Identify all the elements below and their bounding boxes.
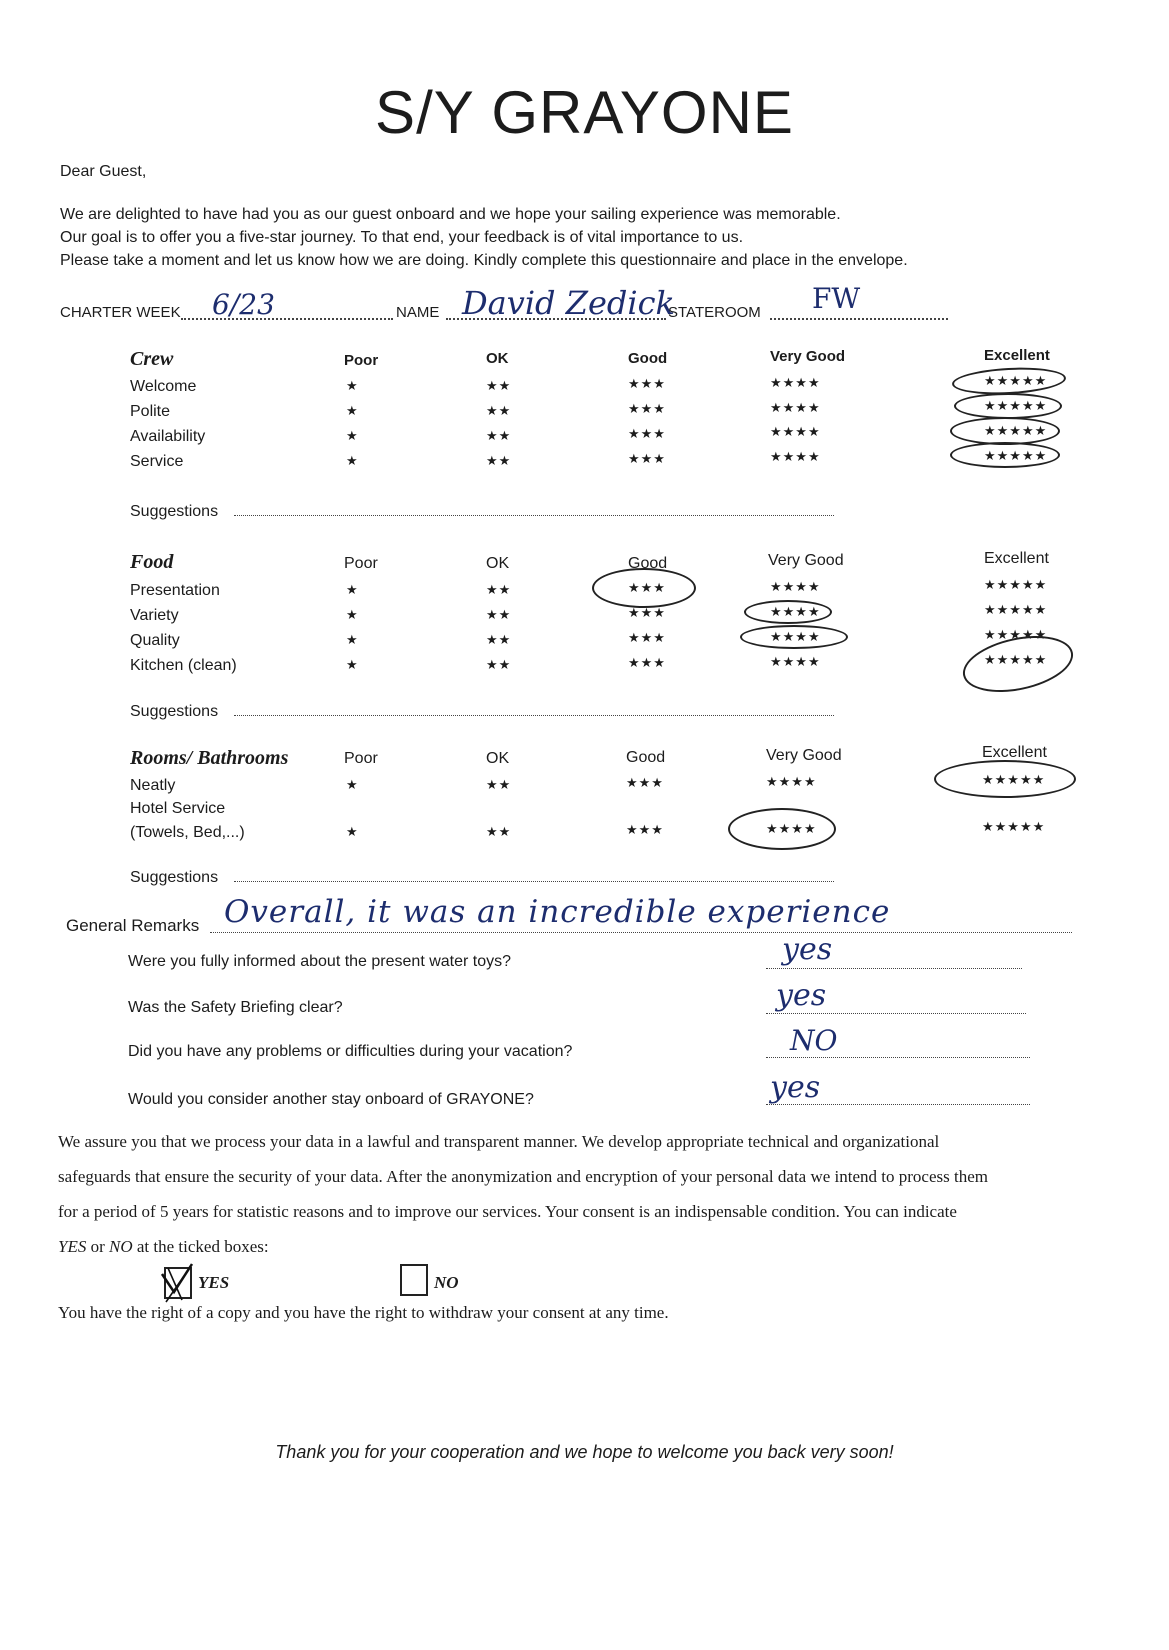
suggestions-label-rooms: Suggestions <box>130 869 219 886</box>
selection-circle <box>744 600 832 624</box>
row-label-polite: Polite <box>130 403 171 420</box>
section-title-crew: Crew <box>130 348 174 370</box>
rating-excellent[interactable]: ★★★★★ <box>984 652 1048 667</box>
rating-ok[interactable]: ★★ <box>486 824 512 839</box>
rating-poor[interactable]: ★ <box>346 657 359 672</box>
row-label-quality: Quality <box>130 632 180 649</box>
suggestions-label-food: Suggestions <box>130 703 219 720</box>
rating-ok[interactable]: ★★ <box>486 657 512 672</box>
rating-poor[interactable]: ★ <box>346 777 359 792</box>
row-label-variety: Variety <box>130 607 179 624</box>
header-very-good: Very Good <box>766 747 842 764</box>
rating-very-good[interactable]: ★★★★ <box>770 579 821 594</box>
rating-excellent[interactable]: ★★★★★ <box>982 772 1046 787</box>
row-label-towels-bed: (Towels, Bed,...) <box>130 824 245 841</box>
stateroom-label: STATEROOM <box>668 304 761 321</box>
rating-excellent[interactable]: ★★★★★ <box>984 627 1048 642</box>
selection-circle <box>740 625 848 649</box>
rating-good[interactable]: ★★★ <box>628 376 666 391</box>
header-ok: OK <box>486 555 510 572</box>
question-problems: Did you have any problems or difficulties during your vacation? <box>128 1043 573 1060</box>
selection-circle <box>934 760 1076 798</box>
selection-circle <box>958 627 1078 701</box>
selection-circle <box>950 417 1060 445</box>
rating-very-good[interactable]: ★★★★ <box>770 375 821 390</box>
header-excellent: Excellent <box>984 550 1049 567</box>
general-remarks-value: Overall, it was an incredible experience <box>224 894 891 930</box>
rating-ok[interactable]: ★★ <box>486 378 512 393</box>
legal-yes: YES <box>58 1237 87 1256</box>
suggestions-line-crew[interactable] <box>234 515 834 516</box>
selection-circle <box>728 808 836 850</box>
rating-ok[interactable]: ★★ <box>486 453 512 468</box>
rating-good[interactable]: ★★★ <box>628 426 666 441</box>
legal-no: NO <box>109 1237 133 1256</box>
answer-safety-briefing: yes <box>776 978 827 1013</box>
question-safety-briefing: Was the Safety Briefing clear? <box>128 999 343 1016</box>
legal-or: or <box>86 1237 110 1256</box>
rating-excellent[interactable]: ★★★★★ <box>984 373 1048 388</box>
charter-week-label: CHARTER WEEK <box>60 304 181 321</box>
row-label-hotel-service: Hotel Service <box>130 800 226 817</box>
rating-poor[interactable]: ★ <box>346 632 359 647</box>
header-poor: Poor <box>344 352 379 369</box>
header-excellent: Excellent <box>982 744 1047 761</box>
consent-yes-label: YES <box>198 1273 230 1292</box>
consent-no-checkbox[interactable] <box>400 1264 428 1296</box>
intro-line-2: Our goal is to offer you a five-star journey. To that end, your feedback is of vital importance to us. <box>60 229 744 246</box>
rating-ok[interactable]: ★★ <box>486 403 512 418</box>
rating-ok[interactable]: ★★ <box>486 777 512 792</box>
rating-good[interactable]: ★★★ <box>628 630 666 645</box>
general-remarks-label: General Remarks <box>66 916 200 935</box>
header-very-good: Very Good <box>768 552 844 569</box>
rating-very-good[interactable]: ★★★★ <box>770 629 821 644</box>
rating-ok[interactable]: ★★ <box>486 632 512 647</box>
header-poor: Poor <box>344 555 378 572</box>
answer-line[interactable] <box>766 1057 1030 1058</box>
rating-very-good[interactable]: ★★★★ <box>770 654 821 669</box>
rating-poor[interactable]: ★ <box>346 607 359 622</box>
rating-good[interactable]: ★★★ <box>628 401 666 416</box>
row-label-presentation: Presentation <box>130 582 220 599</box>
charter-week-value: 6/23 <box>212 288 275 321</box>
rating-ok[interactable]: ★★ <box>486 607 512 622</box>
intro-line-1: We are delighted to have had you as our guest onboard and we hope your sailing experience was memorable. <box>60 206 841 223</box>
rating-excellent[interactable]: ★★★★★ <box>984 448 1048 463</box>
suggestions-line-food[interactable] <box>234 715 834 716</box>
rating-excellent[interactable]: ★★★★★ <box>984 423 1048 438</box>
row-label-service: Service <box>130 453 184 470</box>
selection-circle <box>592 568 696 608</box>
consent-no-label: NO <box>434 1273 459 1292</box>
row-label-neatly: Neatly <box>130 777 176 794</box>
rating-very-good[interactable]: ★★★★ <box>770 449 821 464</box>
legal-line-3: for a period of 5 years for statistic reasons and to improve our services. Your consent is an indispensable condition. You can indicate <box>58 1202 957 1221</box>
rating-excellent[interactable]: ★★★★★ <box>984 602 1048 617</box>
rating-poor[interactable]: ★ <box>346 582 359 597</box>
header-poor: Poor <box>344 750 378 767</box>
header-good: Good <box>628 555 668 572</box>
name-label: NAME <box>396 304 440 321</box>
suggestions-label-crew: Suggestions <box>130 503 219 520</box>
rating-good[interactable]: ★★★ <box>628 451 666 466</box>
row-label-kitchen: Kitchen (clean) <box>130 657 237 674</box>
rating-good[interactable]: ★★★ <box>628 605 666 620</box>
header-ok: OK <box>486 750 510 767</box>
legal-line-1: We assure you that we process your data in a lawful and transparent manner. We develop appropriate technical and organizational <box>58 1132 940 1151</box>
rating-very-good[interactable]: ★★★★ <box>766 774 817 789</box>
selection-circle <box>954 393 1062 419</box>
header-excellent: Excellent <box>984 347 1050 364</box>
rating-excellent[interactable]: ★★★★★ <box>984 577 1048 592</box>
rating-excellent[interactable]: ★★★★★ <box>982 819 1046 834</box>
legal-line-4 <box>58 1230 269 1264</box>
thank-you-text: Thank you for your cooperation and we hope to welcome you back very soon! <box>275 1442 894 1462</box>
selection-circle <box>950 442 1060 468</box>
intro-line-3: Please take a moment and let us know how we are doing. Kindly complete this questionnaire and place in the envelope. <box>60 252 908 269</box>
answer-line[interactable] <box>766 1013 1026 1014</box>
rating-ok[interactable]: ★★ <box>486 582 512 597</box>
row-label-welcome: Welcome <box>130 378 197 395</box>
document-title: S/Y GRAYONE <box>375 79 794 146</box>
rating-poor[interactable]: ★ <box>346 403 359 418</box>
rating-good[interactable]: ★★★ <box>626 822 664 837</box>
answer-another-stay: yes <box>770 1070 821 1105</box>
answer-line[interactable] <box>766 968 1022 969</box>
name-value: David Zedick <box>462 284 675 322</box>
header-very-good: Very Good <box>770 348 846 365</box>
legal-line-2: safeguards that ensure the security of your data. After the anonymization and encryption of your personal data we intend to process them <box>58 1167 988 1186</box>
header-good: Good <box>628 350 668 367</box>
rating-ok[interactable]: ★★ <box>486 428 512 443</box>
rating-very-good[interactable]: ★★★★ <box>770 400 821 415</box>
header-ok: OK <box>486 350 509 367</box>
rating-very-good[interactable]: ★★★★ <box>770 424 821 439</box>
suggestions-line-rooms[interactable] <box>234 881 834 882</box>
rating-poor[interactable]: ★ <box>346 453 359 468</box>
rights-text: You have the right of a copy and you have the right to withdraw your consent at any time. <box>58 1303 669 1322</box>
rating-good[interactable]: ★★★ <box>626 775 664 790</box>
answer-problems: NO <box>790 1024 838 1057</box>
rating-excellent[interactable]: ★★★★★ <box>984 398 1048 413</box>
legal-rest: at the ticked boxes: <box>132 1237 269 1256</box>
rating-poor[interactable]: ★ <box>346 428 359 443</box>
general-remarks-line[interactable] <box>210 932 1072 933</box>
stateroom-line[interactable] <box>770 318 948 320</box>
rating-good[interactable]: ★★★ <box>628 655 666 670</box>
section-title-rooms: Rooms/ Bathrooms <box>130 747 289 769</box>
rating-poor[interactable]: ★ <box>346 824 359 839</box>
rating-very-good[interactable]: ★★★★ <box>766 821 817 836</box>
question-another-stay: Would you consider another stay onboard of GRAYONE? <box>128 1091 534 1108</box>
greeting: Dear Guest, <box>60 163 147 180</box>
answer-water-toys: yes <box>782 932 833 967</box>
rating-poor[interactable]: ★ <box>346 378 359 393</box>
question-water-toys: Were you fully informed about the present water toys? <box>128 953 512 970</box>
rating-very-good[interactable]: ★★★★ <box>770 604 821 619</box>
section-title-food: Food <box>130 551 174 573</box>
row-label-availability: Availability <box>130 428 206 445</box>
rating-good[interactable]: ★★★ <box>628 580 666 595</box>
stateroom-value: FW <box>812 282 861 315</box>
header-good: Good <box>626 749 666 766</box>
